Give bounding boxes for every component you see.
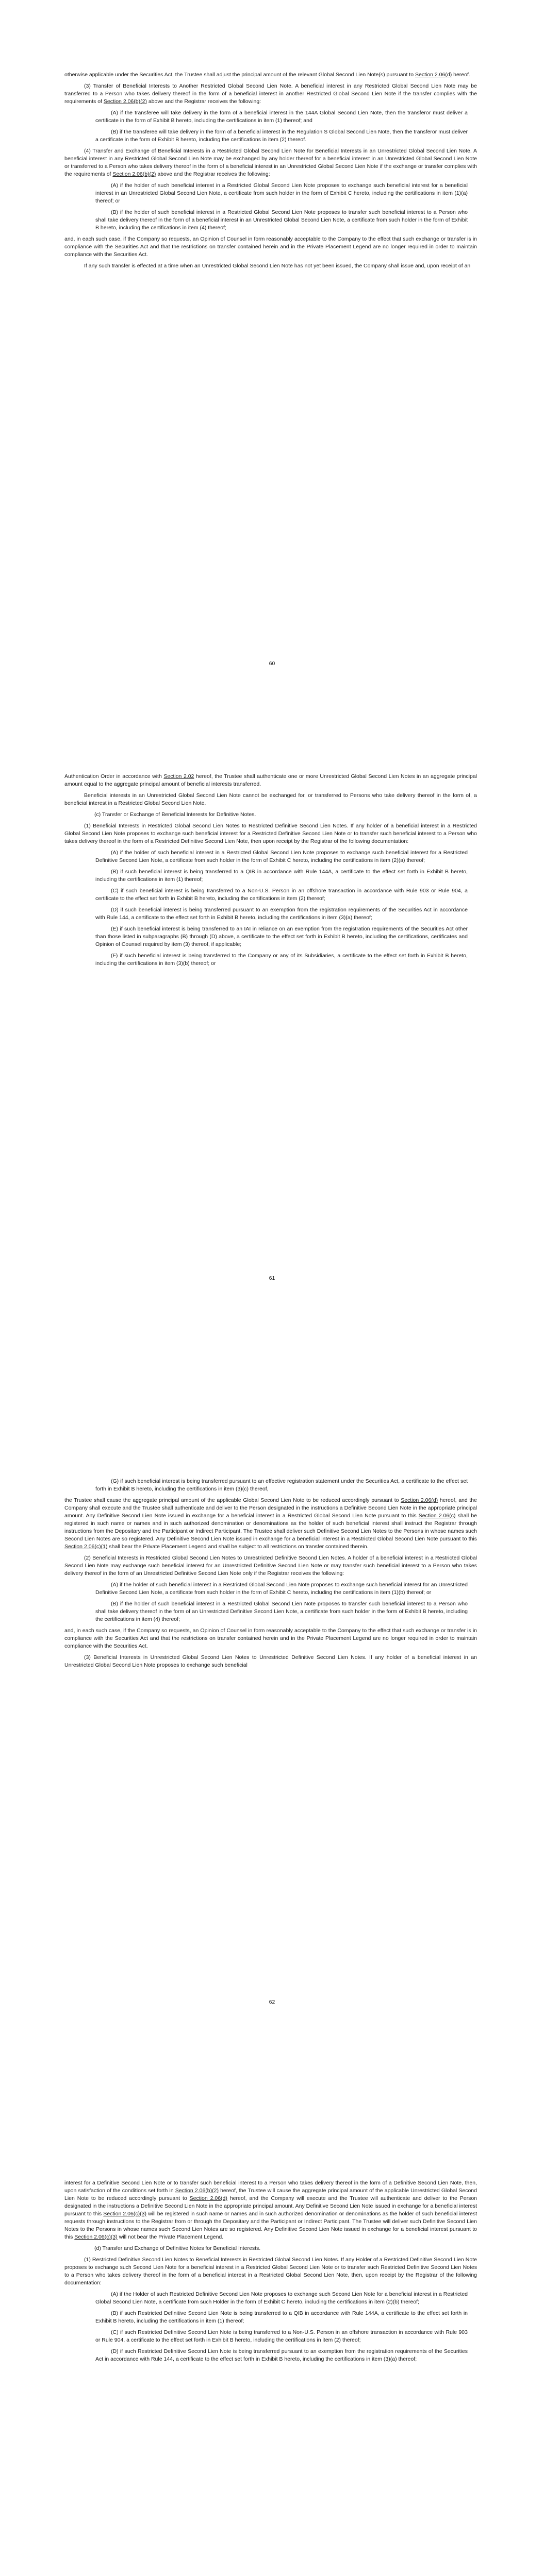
section-reference: Section 2.06(c)(3)	[103, 2211, 146, 2217]
paragraph: otherwise applicable under the Securities Act, the Trustee shall adjust the principal amount of the relevant Global Second Lien Note(s) pursuant to Section 2.06(d) hereof.	[64, 72, 470, 78]
document-page-62	[0, 1406, 544, 2110]
paragraph: (D) if such beneficial interest is being transferred pursuant to an exemption from the registration requirements of the Securities Act in accordance with Rule 144, a certificate to the effect set forth in Exhibit B hereto, including the certifications in item (3)(a) thereof;	[95, 907, 468, 921]
paragraph: (C) if such beneficial interest is being transferred to a Non-U.S. Person in an offshore transaction in accordance with Rule 903 or Rule 904, a certificate to the effect set forth in Exhibit B hereto, including the certifications in item (2) thereof;	[95, 888, 468, 902]
paragraph: (B) if such beneficial interest is being transferred to a QIB in accordance with Rule 144A, a certificate to the effect set forth in Exhibit B hereto, including the certifications in item (1) thereof;	[95, 869, 468, 883]
page-body	[64, 773, 477, 971]
paragraph: (B) if the holder of such beneficial interest in a Restricted Global Second Lien Note proposes to transfer such beneficial interest to a Person who shall take delivery thereof in the form of a beneficial interest in an Unrestricted Global Second Lien Note, a certificate from such holder in the form of Exhibit B hereto, including the certifications in item (4) thereof;	[95, 209, 468, 231]
paragraph: (E) if such beneficial interest is being transferred to an IAI in reliance on an exemption from the registration requirements of the Securities Act other than those listed in subparagraphs (B) through (D) above, a certificate to the effect set forth in Exhibit B hereto, including the certifications, certificates and Opinion of Counsel required by item (3) thereof, if applicable;	[95, 926, 468, 947]
paragraph: (D) if such Restricted Definitive Second Lien Note is being transferred pursuant to an exemption from the registration requirements of the Securities Act in accordance with Rule 144, a certificate to the effect set forth in Exhibit B hereto, including the certifications in item (3)(a) thereof;	[95, 2348, 468, 2362]
section-reference: Section 2.06(c)(1)	[64, 1544, 108, 1550]
section-reference: Section 2.06(b)(2)	[103, 98, 147, 105]
paragraph: (3) Beneficial Interests in Unrestricted Global Second Lien Notes to Unrestricted Definitive Second Lien Notes. If any holder of a beneficial interest in an Unrestricted Global Second Lien Note proposes to exchange such beneficial	[64, 1654, 477, 1668]
section-reference: Section 2.06(d)	[401, 1497, 438, 1503]
paragraph: (A) if the holder of such beneficial interest in a Restricted Global Second Lien Note proposes to exchange such beneficial interest for a Restricted Definitive Second Lien Note, a certificate from such holder in the form of Exhibit C hereto, including the certifications in item (2)(a) thereof;	[95, 850, 468, 863]
paragraph: If any such transfer is effected at a time when an Unrestricted Global Second Lien Note has not yet been issued, the Company shall issue and, upon receipt of an	[84, 263, 471, 269]
document-page-60	[0, 0, 544, 703]
paragraph: (4) Transfer and Exchange of Beneficial Interests in a Restricted Global Second Lien Note for Beneficial Interests in an Unrestricted Global Second Lien Note. A beneficial interest in any Restricted Global Second Lien Note may be exchanged by any holder thereof for a beneficial interest in an Unrestricted Global Second Lien Note or transferred to a Person who takes delivery thereof in the form of a beneficial interest in an Unrestricted Global Second Lien Note if the exchange or transfer complies with the requirements of Section 2.06(b)(2) above and the Registrar receives the following:	[64, 148, 477, 177]
document-page-63	[0, 2110, 544, 2576]
paragraph: (C) if such Restricted Definitive Second Lien Note is being transferred to a Non-U.S. Person in an offshore transaction in accordance with Rule 903 or Rule 904, a certificate to the effect set forth in Exhibit B hereto, including the certifications in item (2) thereof;	[95, 2329, 468, 2343]
paragraph: interest for a Definitive Second Lien Note or to transfer such beneficial interest to a Person who takes delivery thereof in the form of a Definitive Second Lien Note, then, upon satisfaction of the conditions set forth in Section 2.06(b)(2) hereof, the Trustee will cause the aggregate principal amount of the applicable Unrestricted Global Second Lien Note to be reduced accordingly pursuant to Section 2.06(d) hereof, and the Company will execute and the Trustee will authenticate and deliver to the Person designated in the instructions a Definitive Second Lien Note in the appropriate principal amount. Any Definitive Second Lien Note issued in exchange for a beneficial interest pursuant to this Section 2.06(c)(3) will be registered in such name or names and in such authorized denomination or denominations as the holder of such beneficial interest requests through instructions to the Registrar from or through the Depositary and the Participant or Indirect Participant. The Trustee will deliver such Definitive Second Lien Notes to the Persons in whose names such Second Lien Notes are so registered. Any Definitive Second Lien Note issued in exchange for a beneficial interest pursuant to this Section 2.06(c)(3) will not bear the Private Placement Legend.	[64, 2180, 477, 2240]
page-number: 60	[269, 660, 275, 667]
page-body	[64, 2179, 477, 2367]
page-body	[64, 1478, 477, 1673]
page-number: 62	[269, 1999, 275, 2005]
paragraph: (c) Transfer or Exchange of Beneficial Interests for Definitive Notes.	[94, 811, 256, 818]
section-reference: Section 2.06(b)(2)	[112, 171, 156, 177]
section-reference: Section 2.06(c)	[418, 1513, 456, 1519]
paragraph: (B) if such Restricted Definitive Second Lien Note is being transferred to a QIB in accordance with Rule 144A, a certificate to the effect set forth in Exhibit B hereto, including the certifications in item (1) thereof;	[95, 2310, 468, 2324]
section-reference: Section 2.02	[163, 773, 194, 779]
section-reference: Section 2.06(d)	[415, 72, 452, 78]
paragraph: (1) Beneficial Interests in Restricted Global Second Lien Notes to Restricted Definitive Second Lien Notes. If any holder of a beneficial interest in a Restricted Global Second Lien Note proposes to exchange such beneficial interest for a Restricted Definitive Second Lien Note or to transfer such beneficial interest to a Person who takes delivery thereof in the form of a Restricted Definitive Second Lien Note, then upon receipt by the Registrar of the following documentation:	[64, 823, 477, 844]
paragraph: (3) Transfer of Beneficial Interests to Another Restricted Global Second Lien Note. A beneficial interest in any Restricted Global Second Lien Note may be transferred to a Person who takes delivery thereof in the form of a beneficial interest in another Restricted Global Second Lien Note if the transfer complies with the requirements of Section 2.06(b)(2) above and the Registrar receives the following:	[64, 83, 477, 105]
paragraph: (F) if such beneficial interest is being transferred to the Company or any of its Subsidiaries, a certificate to the effect set forth in Exhibit B hereto, including the certifications in item (3)(b) thereof; or	[95, 953, 468, 967]
section-reference: Section 2.06(b)(2)	[175, 2188, 219, 2194]
page-body	[64, 71, 477, 274]
paragraph: (B) if the holder of such beneficial interest in a Restricted Global Second Lien Note proposes to transfer such beneficial interest to a Person who shall take delivery thereof in the form of an Unrestricted Definitive Second Lien Note, a certificate from such holder in the form of Exhibit B hereto, including the certifications in item (4) thereof;	[95, 1601, 468, 1622]
paragraph: (A) if the Holder of such Restricted Definitive Second Lien Note proposes to exchange such Second Lien Note for a beneficial interest in a Restricted Global Second Lien Note, a certificate from such Holder in the form of Exhibit C hereto, including the certifications in item (2)(b) thereof;	[95, 2291, 468, 2305]
paragraph: (1) Restricted Definitive Second Lien Notes to Beneficial Interests in Restricted Global Second Lien Notes. If any Holder of a Restricted Definitive Second Lien Note proposes to exchange such Second Lien Note for a beneficial interest in a Restricted Global Second Lien Note or to transfer such Restricted Definitive Second Lien Notes to a Person who takes delivery thereof in the form of a beneficial interest in a Restricted Global Second Lien Note, then, upon receipt by the Registrar of the following documentation:	[64, 2257, 477, 2286]
paragraph: (d) Transfer and Exchange of Definitive Notes for Beneficial Interests.	[94, 2245, 261, 2251]
paragraph: and, in each such case, if the Company so requests, an Opinion of Counsel in form reasonably acceptable to the Company to the effect that such exchange or transfer is in compliance with the Securities Act and that the restrictions on transfer contained herein and in the Private Placement Legend are no longer required in order to maintain compliance with the Securities Act.	[64, 1628, 477, 1649]
paragraph: and, in each such case, if the Company so requests, an Opinion of Counsel in form reasonably acceptable to the Company to the effect that such exchange or transfer is in compliance with the Securities Act and that the restrictions on transfer contained herein and in the Private Placement Legend are no longer required in order to maintain compliance with the Securities Act.	[64, 236, 477, 258]
paragraph: (A) if the holder of such beneficial interest in a Restricted Global Second Lien Note proposes to exchange such beneficial interest for a beneficial interest in an Unrestricted Global Second Lien Note, a certificate from such holder in the form of Exhibit C hereto, including the certifications in item (1)(a) thereof; or	[95, 182, 468, 204]
paragraph: (2) Beneficial Interests in Restricted Global Second Lien Notes to Unrestricted Definitive Second Lien Notes. A holder of a beneficial interest in a Restricted Global Second Lien Note may exchange such beneficial interest for an Unrestricted Definitive Second Lien Note or may transfer such beneficial interest to a Person who takes delivery thereof in the form of an Unrestricted Definitive Second Lien Note only if the Registrar receives the following:	[64, 1555, 477, 1577]
document-page-61	[0, 703, 544, 1406]
paragraph: (A) if the transferee will take delivery in the form of a beneficial interest in the 144A Global Second Lien Note, then the transferor must deliver a certificate in the form of Exhibit B hereto, including the certifications in item (1) thereof; and	[95, 110, 468, 124]
section-reference: Section 2.06(d)	[189, 2195, 227, 2201]
paragraph: the Trustee shall cause the aggregate principal amount of the applicable Global Second Lien Note to be reduced accordingly pursuant to Section 2.06(d) hereof, and the Company shall execute and the Trustee shall authenticate and deliver to the Person designated in the instructions a Definitive Second Lien Note in the appropriate principal amount. Any Definitive Second Lien Note issued in exchange for a beneficial interest in a Restricted Global Second Lien Note pursuant to this Section 2.06(c) shall be registered in such name or names and in such authorized denomination or denominations as the holder of such beneficial interest shall instruct the Registrar through instructions from the Depositary and the Participant or Indirect Participant. The Trustee shall deliver such Definitive Second Lien Notes to the Persons in whose names such Second Lien Notes are so registered. Any Definitive Second Lien Note issued in exchange for a beneficial interest in a Restricted Global Second Lien Note pursuant to this Section 2.06(c)(1) shall bear the Private Placement Legend and shall be subject to all restrictions on transfer contained therein.	[64, 1497, 477, 1550]
paragraph: (G) if such beneficial interest is being transferred pursuant to an effective registration statement under the Securities Act, a certificate to the effect set forth in Exhibit B hereto, including the certifications in item (3)(c) thereof,	[95, 1478, 468, 1492]
paragraph: (B) if the transferee will take delivery in the form of a beneficial interest in the Regulation S Global Second Lien Note, then the transferor must deliver a certificate in the form of Exhibit B hereto, including the certifications in item (2) thereof.	[95, 129, 468, 143]
section-reference: Section 2.06(c)(3)	[74, 2234, 118, 2240]
paragraph: Authentication Order in accordance with Section 2.02 hereof, the Trustee shall authenticate one or more Unrestricted Global Second Lien Notes in an aggregate principal amount equal to the aggregate principal amount of beneficial interests transferred.	[64, 773, 477, 787]
paragraph: Beneficial interests in an Unrestricted Global Second Lien Note cannot be exchanged for, or transferred to Persons who take delivery thereof in the form of, a beneficial interest in a Restricted Global Second Lien Note.	[64, 792, 477, 806]
paragraph: (A) if the holder of such beneficial interest in a Restricted Global Second Lien Note proposes to exchange such beneficial interest for an Unrestricted Definitive Second Lien Note, a certificate from such holder in the form of Exhibit C hereto, including the certifications in item (1)(b) thereof; or	[95, 1582, 468, 1596]
page-number: 61	[269, 1275, 275, 1281]
